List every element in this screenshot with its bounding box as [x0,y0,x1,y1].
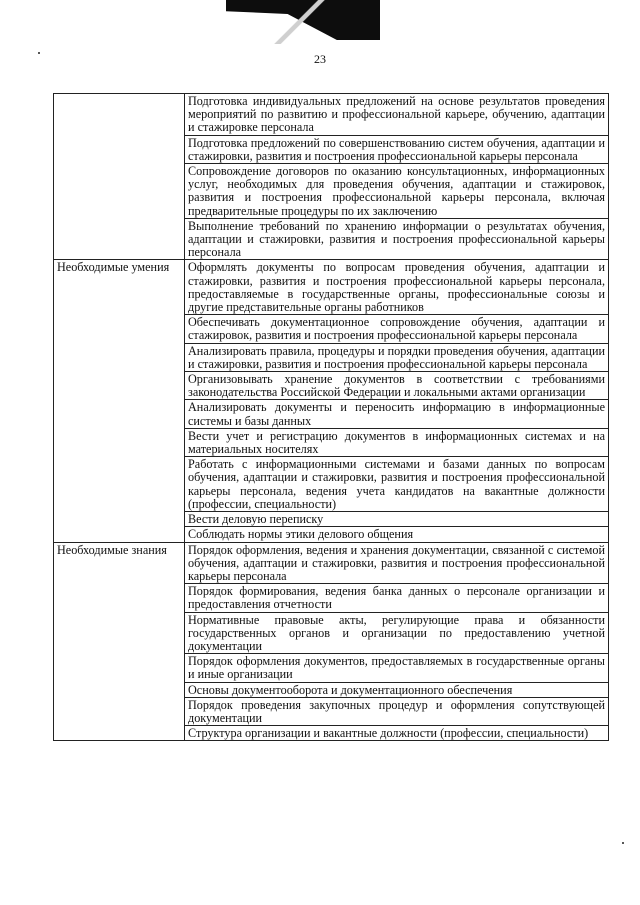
table-row [54,260,609,315]
requirement-item-cell: Организовывать хранение документов в соответствии с требованиями законодательства Российской Федерации и локальными актами организации [185,372,609,400]
requirement-item-cell: Порядок формирования, ведения банка данных о персонале организации и предоставления отчетности [185,584,609,612]
table-row [54,94,609,136]
category-cell: Необходимые умения [54,260,185,542]
requirement-item-cell: Сопровождение договоров по оказанию консультационных, информационных услуг, необходимых для проведения обучения, адаптации и стажировок, развития и построения профессиональной карьеры персонала, включая предварительные процедуры по их заключению [185,164,609,219]
page-number: 23 [314,52,326,66]
requirement-item-cell: Обеспечивать документационное сопровождение обучения, адаптации и стажировок, развития и построения профессиональной карьеры персонала [185,315,609,343]
requirement-item-cell: Подготовка индивидуальных предложений на основе результатов проведения мероприятий по развитию и профессиональной карьере, обучению, адаптации и стажировке персонала [185,94,609,136]
requirement-item-cell: Соблюдать нормы этики делового общения [185,527,609,542]
requirement-item-cell: Порядок проведения закупочных процедур и оформления сопутствующей документации [185,697,609,725]
requirement-item-cell: Основы документооборота и документационного обеспечения [185,682,609,697]
requirement-item-cell: Выполнение требований по хранению информации о результатах обучения, адаптации и стажировки, развития и построения профессиональной карьеры персонала [185,218,609,260]
scan-speck [622,842,624,844]
requirement-item-cell: Нормативные правовые акты, регулирующие права и обязанности государственных органов и организации по предоставлению учетной документации [185,612,609,654]
category-cell: Необходимые знания [54,542,185,741]
category-cell [54,94,185,260]
requirement-item-cell: Оформлять документы по вопросам проведения обучения, адаптации и стажировки, развития и построения профессиональной карьеры персонала, предоставляемые в государственные органы, профессиональные союзы и другие представительные органы работников [185,260,609,315]
requirement-item-cell: Вести деловую переписку [185,512,609,527]
requirement-item-cell: Анализировать правила, процедуры и порядки проведения обучения, адаптации и стажировки, развития и построения профессиональной карьеры персонала [185,343,609,371]
requirement-item-cell: Анализировать документы и переносить информацию в информационные системы и базы данных [185,400,609,428]
requirements-table-body [54,94,609,741]
requirement-item-cell: Порядок оформления, ведения и хранения документации, связанной с системой обучения, адаптации и стажировки, развития и построения профессиональной карьеры персонала [185,542,609,584]
requirement-item-cell: Вести учет и регистрацию документов в информационных системах и на материальных носителях [185,428,609,456]
scan-artifact-slash [268,0,332,44]
table-row [54,542,609,584]
requirement-item-cell: Работать с информационными системами и базами данных по вопросам обучения, адаптации и стажировки, развития и построения профессиональной карьеры персонала, ведения учета кандидатов на вакантные должности (профессии, специальности) [185,457,609,512]
requirements-table [53,93,609,741]
requirement-item-cell: Порядок оформления документов, предоставляемых в государственные органы и иные организации [185,654,609,682]
requirement-item-cell: Подготовка предложений по совершенствованию систем обучения, адаптации и стажировки, развития и построения профессиональной карьеры персонала [185,135,609,163]
requirement-item-cell: Структура организации и вакантные должности (профессии, специальности) [185,726,609,741]
